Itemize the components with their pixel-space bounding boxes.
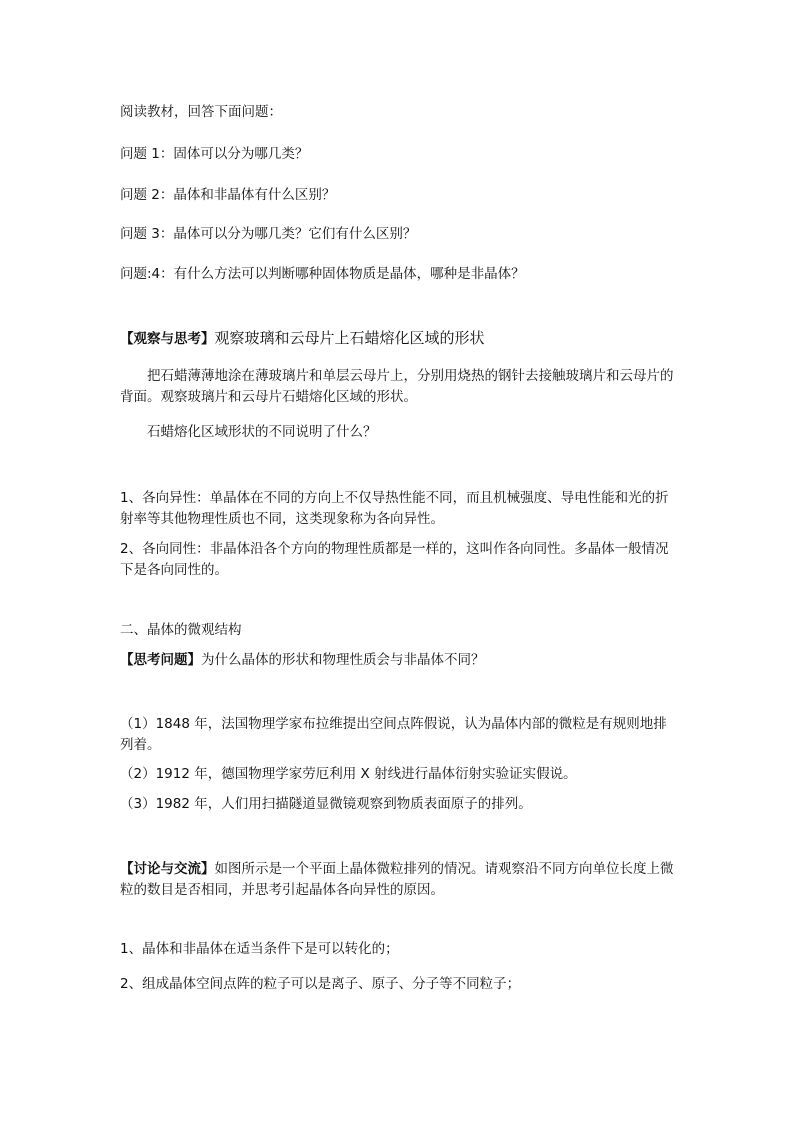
discussion-paragraph <box>120 859 676 901</box>
question-2: 问题 2：晶体和非晶体有什么区别？ <box>120 187 336 203</box>
isotropy-paragraph: 2、各向同性：非晶体沿各个方向的物理性质都是一样的，这叫作各向同性。多晶体一般情况下是各向同性的。 <box>120 541 669 578</box>
observe-paragraph-2: 石蜡熔化区域形状的不同说明了什么？ <box>147 424 377 440</box>
history-item-3: （3）1982 年，人们用扫描隧道显微镜观察到物质表面原子的排列。 <box>120 796 532 812</box>
note-2: 2、组成晶体空间点阵的粒子可以是离子、原子、分子等不同粒子； <box>120 976 521 992</box>
note-1: 1、晶体和非晶体在适当条件下是可以转化的； <box>120 941 399 957</box>
question-4: 问题:4：有什么方法可以判断哪种固体物质是晶体，哪种是非晶体？ <box>120 266 525 282</box>
history-item-2: （2）1912 年，德国物理学家劳厄利用 X 射线进行晶体衍射实验证实假说。 <box>120 766 577 782</box>
anisotropy-paragraph: 1、各向异性：单晶体在不同的方向上不仅导热性能不同，而且机械强度、导电性能和光的折射率等其他物理性质也不同，这类现象称为各向异性。 <box>120 490 669 527</box>
question-1: 问题 1：固体可以分为哪几类？ <box>120 146 309 162</box>
question-3: 问题 3：晶体可以分为哪几类？它们有什么区别？ <box>120 226 417 242</box>
reading-intro: 阅读教材，回答下面问题： <box>120 104 282 120</box>
microstructure-heading: 二、晶体的微观结构 <box>120 622 242 638</box>
observe-paragraph-1: 把石蜡薄薄地涂在薄玻璃片和单层云母片上，分别用烧热的钢针去接触玻璃片和云母片的背面。观察玻璃片和云母片石蜡熔化区域的形状。 <box>120 368 674 405</box>
history-item-1: （1）1848 年，法国物理学家布拉维提出空间点阵假说，认为晶体内部的微粒是有规则地排列着。 <box>120 716 667 753</box>
observe-title: 观察玻璃和云母片上石蜡熔化区域的形状 <box>214 329 485 347</box>
think-tag: 【思考问题】 <box>120 652 201 668</box>
observe-tag: 【观察与思考】 <box>120 331 215 347</box>
discussion-text: 如图所示是一个平面上晶体微粒排列的情况。请观察沿不同方向单位长度上微粒的数目是否相同，并思考引起晶体各向异性的原因。 <box>120 861 674 898</box>
observe-heading <box>120 328 676 350</box>
think-question-text: 为什么晶体的形状和物理性质会与非晶体不同？ <box>201 652 485 668</box>
discussion-tag: 【讨论与交流】 <box>120 861 215 877</box>
think-question <box>120 650 676 671</box>
